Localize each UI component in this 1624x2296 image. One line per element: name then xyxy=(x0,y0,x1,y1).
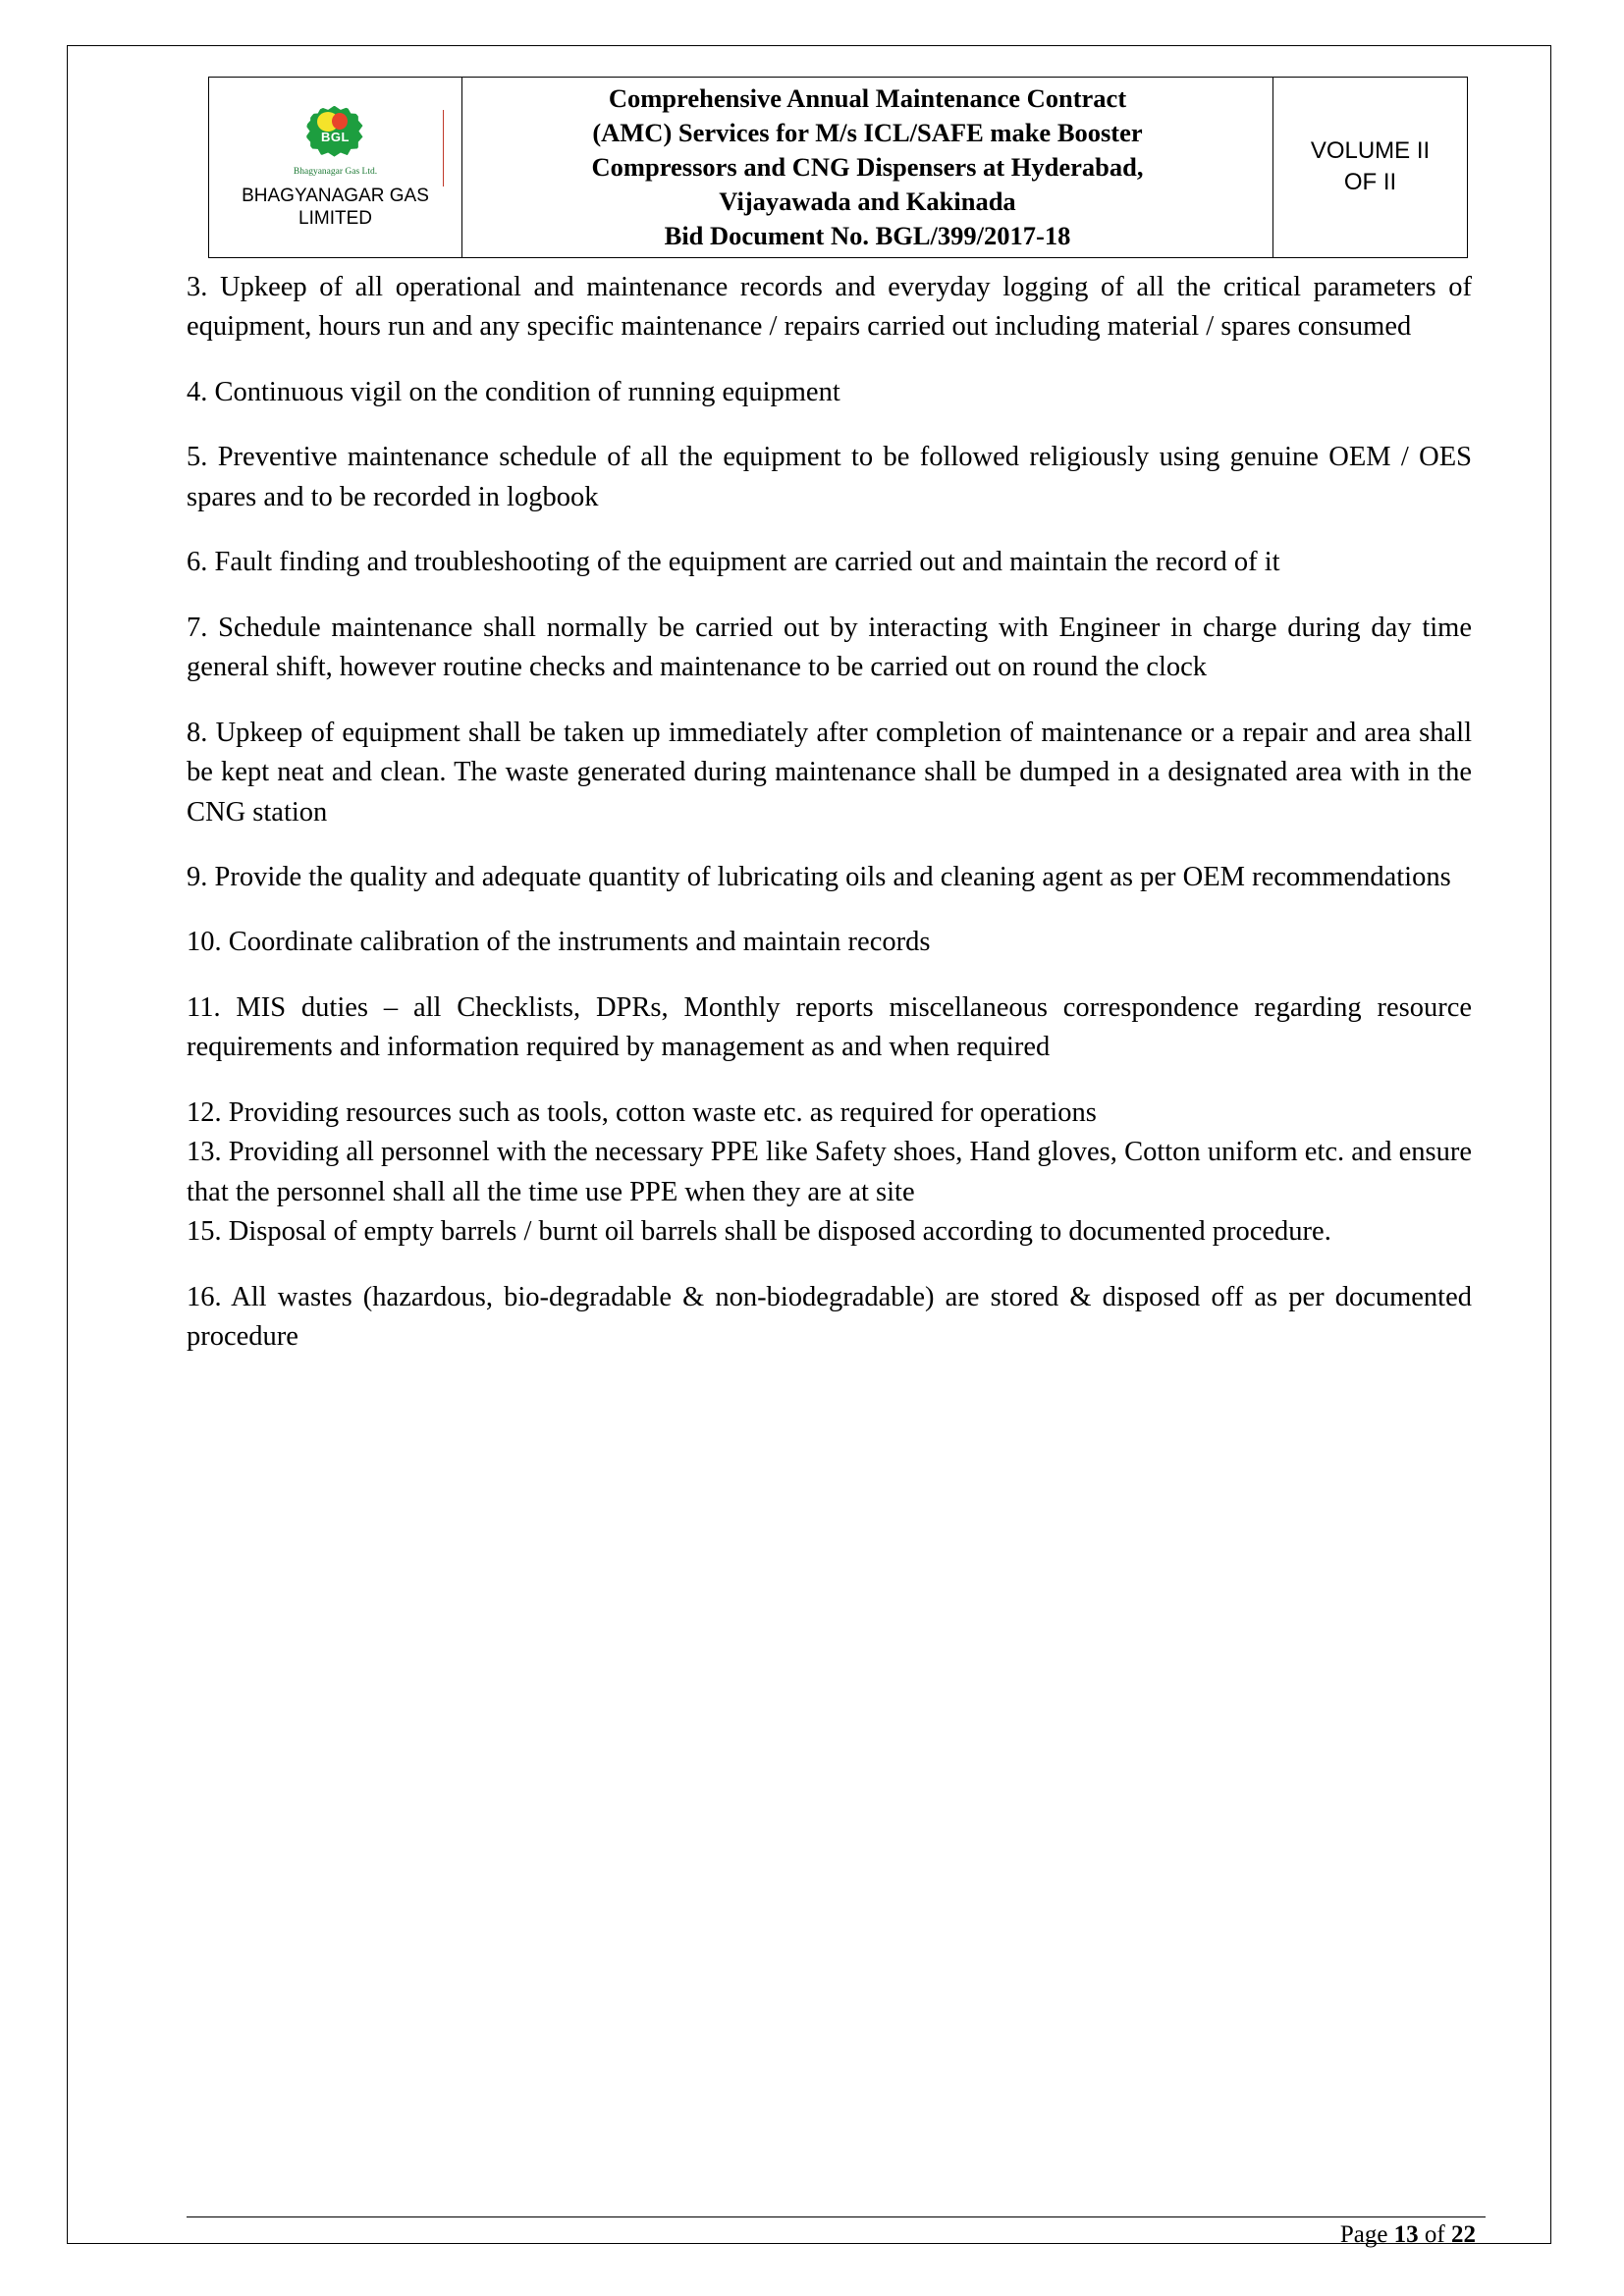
volume-line-2: OF II xyxy=(1343,169,1397,196)
body-paragraph-5: 5. Preventive maintenance schedule of all the equipment to be followed religiously using genuine OEM / OES spares and to be recorded in logbook xyxy=(187,442,1472,512)
footer-label-of: of xyxy=(1418,2221,1451,2248)
header-volume-cell xyxy=(1273,78,1468,258)
body-paragraph-15: 15. Disposal of empty barrels / burnt oil barrels shall be disposed according to documented procedure. xyxy=(187,1216,1331,1248)
footer-page-indicator xyxy=(187,2221,1486,2249)
footer-divider xyxy=(187,2216,1486,2217)
document-body xyxy=(187,268,1486,1358)
footer-total-pages: 22 xyxy=(1451,2221,1476,2248)
body-paragraph-11: 11. MIS duties – all Checklists, DPRs, Monthly reports miscellaneous correspondence regarding resource requirements and information required by management as and when required xyxy=(187,991,1472,1063)
page-footer xyxy=(187,2216,1486,2249)
volume-line-1: VOLUME II xyxy=(1310,137,1431,165)
body-paragraph-13: 13. Providing all personnel with the necessary PPE like Safety shoes, Hand gloves, Cotton uniform etc. and ensure that the personnel shall all the time use PPE when they are at site xyxy=(187,1137,1472,1207)
header-row xyxy=(209,78,1468,258)
logo-tagline: Bhagyanagar Gas Ltd. xyxy=(293,166,378,177)
header-title-line-3: Compressors and CNG Dispensers at Hyderabad, xyxy=(591,151,1144,182)
logo-company-name: BHAGYANAGAR GAS LIMITED xyxy=(242,185,429,230)
body-paragraph-8: 8. Upkeep of equipment shall be taken up immediately after completion of maintenance or a repair and area shall be kept neat and clean. The waste generated during maintenance shall be dumped in a designated area with in the CNG station xyxy=(187,717,1472,828)
header-bid-document-number: Bid Document No. BGL/399/2017-18 xyxy=(664,220,1071,250)
logo-divider xyxy=(443,110,444,187)
body-paragraph-16: 16. All wastes (hazardous, bio-degradable & non-biodegradable) are stored & disposed off as per documented procedure xyxy=(187,1281,1472,1353)
footer-page-number: 13 xyxy=(1393,2221,1419,2248)
body-paragraph-3: 3. Upkeep of all operational and maintenance records and everyday logging of all the critical parameters of equipment, hours run and any specific maintenance / repairs carried out including material / spares consumed xyxy=(187,271,1472,343)
body-paragraph-9: 9. Provide the quality and adequate quantity of lubricating oils and cleaning agent as per OEM recommendations xyxy=(187,862,1451,892)
header-title-cell xyxy=(462,78,1273,258)
document-header-table xyxy=(208,77,1468,258)
header-title-line-2: (AMC) Services for M/s ICL/SAFE make Booster xyxy=(592,117,1143,147)
header-title-line-4: Vijayawada and Kakinada xyxy=(719,186,1016,216)
body-paragraph-4: 4. Continuous vigil on the condition of running equipment xyxy=(187,376,840,407)
body-paragraph-12: 12. Providing resources such as tools, cotton waste etc. as required for operations xyxy=(187,1096,1097,1128)
body-paragraph-6: 6. Fault finding and troubleshooting of the equipment are carried out and maintain the record of it xyxy=(187,547,1280,578)
body-paragraph-10: 10. Coordinate calibration of the instruments and maintain records xyxy=(187,927,931,958)
logo-mark-text: BGL xyxy=(321,129,350,144)
footer-label-page: Page xyxy=(1339,2221,1394,2248)
logo-red-dot xyxy=(332,113,348,130)
page-content xyxy=(187,77,1486,1383)
bgl-emblem-icon xyxy=(302,104,369,165)
header-logo-cell xyxy=(209,78,462,258)
body-paragraph-7: 7. Schedule maintenance shall normally be carried out by interacting with Engineer in charge during day time general shift, however routine checks and maintenance to be carried out on round the clock xyxy=(187,612,1472,683)
company-logo xyxy=(228,104,444,232)
header-title-line-1: Comprehensive Annual Maintenance Contract xyxy=(608,83,1127,113)
